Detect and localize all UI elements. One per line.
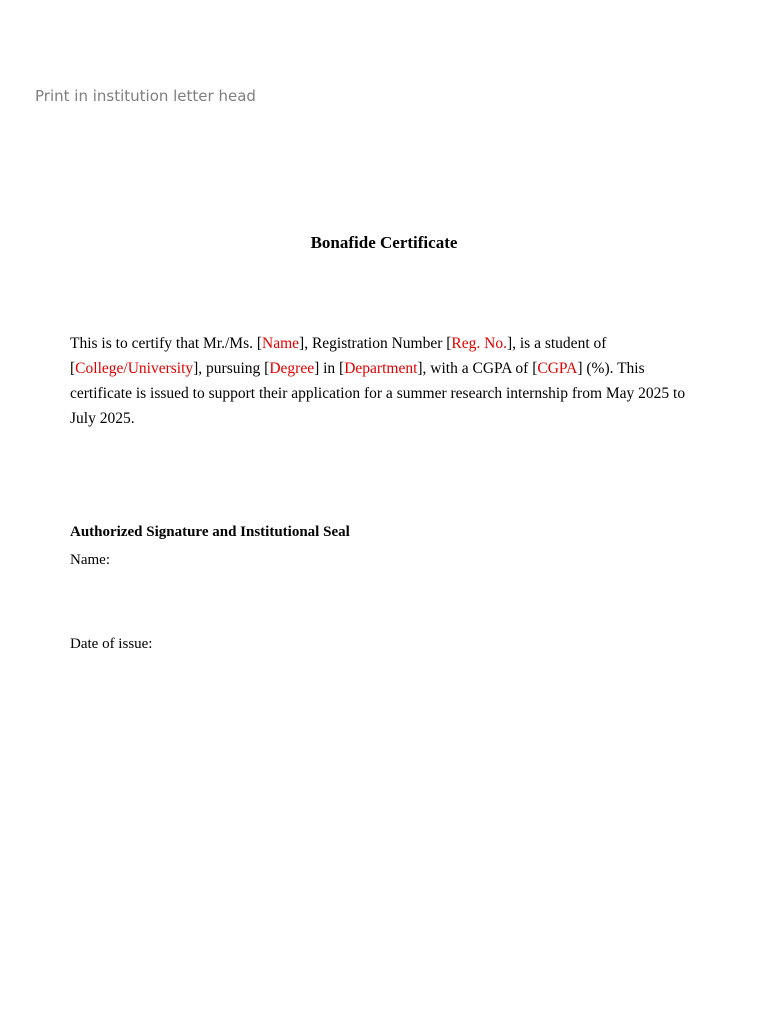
placeholder-college: College/University [75, 360, 194, 377]
body-text-segment: ] (%). This certificate is issued to support their application for a summer research internship from May 2025 to July 2025. [70, 360, 686, 427]
date-of-issue-label: Date of issue: [70, 636, 153, 652]
body-text-segment: ], is a student of [ [70, 335, 607, 377]
signature-name-label: Name: [70, 552, 110, 568]
body-text-segment: This is to certify that Mr./Ms. [ [70, 335, 263, 352]
body-text-segment: ], Registration Number [ [299, 335, 452, 352]
letterhead-note: Print in institution letter head [35, 87, 256, 105]
placeholder-department: Department [344, 360, 418, 377]
body-text-segment: ], with a CGPA of [ [417, 360, 538, 377]
certificate-title: Bonafide Certificate [310, 233, 458, 252]
placeholder-reg-no: Reg. No. [451, 335, 507, 352]
placeholder-cgpa: CGPA [537, 360, 578, 377]
signature-heading: Authorized Signature and Institutional Seal [70, 524, 350, 540]
body-text-segment: ], pursuing [ [193, 360, 270, 377]
placeholder-degree: Degree [269, 360, 315, 377]
certificate-body [70, 331, 700, 431]
placeholder-name: Name [262, 335, 300, 352]
body-text-segment: ] in [ [314, 360, 345, 377]
